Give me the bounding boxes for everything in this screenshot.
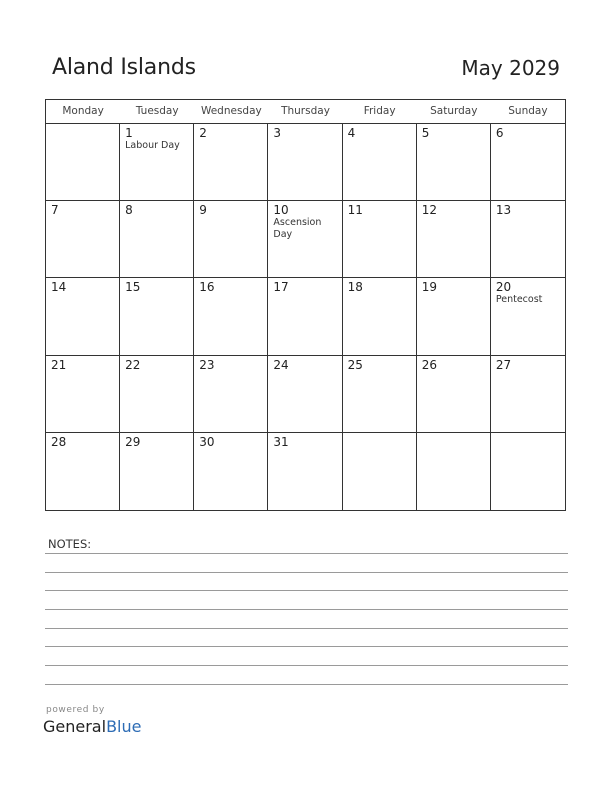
country-title: Aland Islands — [52, 55, 196, 80]
notes-line — [45, 609, 568, 610]
day-cell — [120, 356, 194, 432]
day-number: 24 — [273, 357, 289, 372]
day-cell — [46, 124, 120, 200]
notes-line — [45, 590, 568, 591]
day-cell — [491, 278, 565, 354]
day-cell — [491, 201, 565, 277]
day-number: 23 — [199, 357, 215, 372]
day-cell — [417, 201, 491, 277]
day-cell — [46, 201, 120, 277]
day-cell — [194, 201, 268, 277]
notes-line — [45, 646, 568, 647]
day-number: 7 — [51, 203, 59, 218]
day-of-week-header — [46, 100, 565, 124]
day-number: 13 — [495, 203, 512, 218]
brand-logo-blue: Blue — [106, 717, 142, 736]
notes-label: NOTES: — [48, 537, 92, 551]
brand-logo — [43, 717, 141, 736]
day-number: 21 — [51, 357, 67, 372]
notes-line — [45, 572, 568, 573]
day-cell — [491, 433, 565, 510]
day-number: 5 — [421, 126, 430, 140]
calendar-week-row — [46, 356, 565, 433]
day-cell — [194, 356, 268, 432]
day-cell — [268, 356, 342, 432]
month-title: May 2029 — [461, 56, 560, 80]
holiday-label: Ascension Day — [273, 217, 322, 241]
day-cell — [343, 278, 417, 354]
notes-line — [45, 628, 568, 629]
day-number: 2 — [199, 126, 207, 140]
day-cell — [491, 356, 565, 432]
day-number: 9 — [199, 203, 207, 218]
day-cell — [46, 356, 120, 432]
day-number: 18 — [347, 280, 363, 295]
day-cell — [120, 124, 194, 200]
calendar-weeks — [46, 124, 565, 510]
day-cell — [194, 433, 268, 510]
day-cell — [268, 433, 342, 510]
dow-sunday: Sunday — [508, 105, 548, 117]
day-number: 14 — [51, 280, 67, 295]
day-number: 10 — [273, 203, 289, 218]
day-number: 25 — [347, 357, 363, 372]
day-cell — [120, 201, 194, 277]
day-number: 15 — [125, 280, 141, 295]
day-cell — [268, 124, 342, 200]
day-number: 11 — [347, 203, 363, 218]
day-cell — [120, 278, 194, 354]
calendar-grid — [45, 99, 566, 511]
day-number: 31 — [273, 434, 289, 449]
notes-line — [45, 665, 568, 666]
day-cell — [491, 124, 565, 200]
day-number: 27 — [495, 357, 512, 372]
notes-line — [45, 553, 568, 554]
day-cell — [343, 433, 417, 510]
dow-friday: Friday — [363, 105, 396, 117]
day-cell — [417, 433, 491, 510]
calendar-week-row — [46, 278, 565, 355]
dow-saturday: Saturday — [430, 105, 478, 117]
day-number: 17 — [273, 280, 289, 295]
holiday-label: Pentecost — [495, 294, 543, 306]
day-number: 28 — [51, 434, 67, 449]
calendar-week-row — [46, 201, 565, 278]
day-number: 8 — [125, 203, 133, 218]
day-number: 3 — [273, 126, 282, 140]
day-number: 16 — [199, 280, 215, 295]
day-cell — [343, 356, 417, 432]
holiday-label: Labour Day — [125, 140, 180, 151]
day-cell — [46, 433, 120, 510]
day-cell — [268, 278, 342, 354]
powered-by-text: powered by — [46, 705, 105, 715]
day-cell — [194, 124, 268, 200]
day-number: 6 — [495, 126, 504, 140]
day-cell — [120, 433, 194, 510]
day-cell — [417, 356, 491, 432]
day-cell — [268, 201, 342, 277]
dow-tuesday: Tuesday — [135, 105, 179, 117]
brand-logo-general: General — [43, 717, 107, 736]
day-number: 26 — [421, 357, 437, 372]
day-number: 12 — [421, 203, 437, 218]
day-number: 19 — [421, 280, 437, 295]
day-number: 1 — [125, 126, 133, 140]
day-number: 4 — [347, 126, 356, 140]
calendar-week-row — [46, 124, 565, 201]
notes-line — [45, 684, 568, 685]
day-cell — [343, 201, 417, 277]
day-cell — [417, 278, 491, 354]
day-number: 29 — [125, 434, 141, 449]
dow-monday: Monday — [62, 105, 104, 117]
day-cell — [194, 278, 268, 354]
dow-wednesday: Wednesday — [200, 105, 262, 117]
day-number: 20 — [495, 280, 512, 295]
day-cell — [46, 278, 120, 354]
dow-thursday: Thursday — [281, 105, 330, 117]
day-cell — [417, 124, 491, 200]
day-number: 22 — [125, 357, 141, 372]
calendar-week-row — [46, 433, 565, 510]
day-number: 30 — [199, 434, 215, 449]
day-cell — [343, 124, 417, 200]
